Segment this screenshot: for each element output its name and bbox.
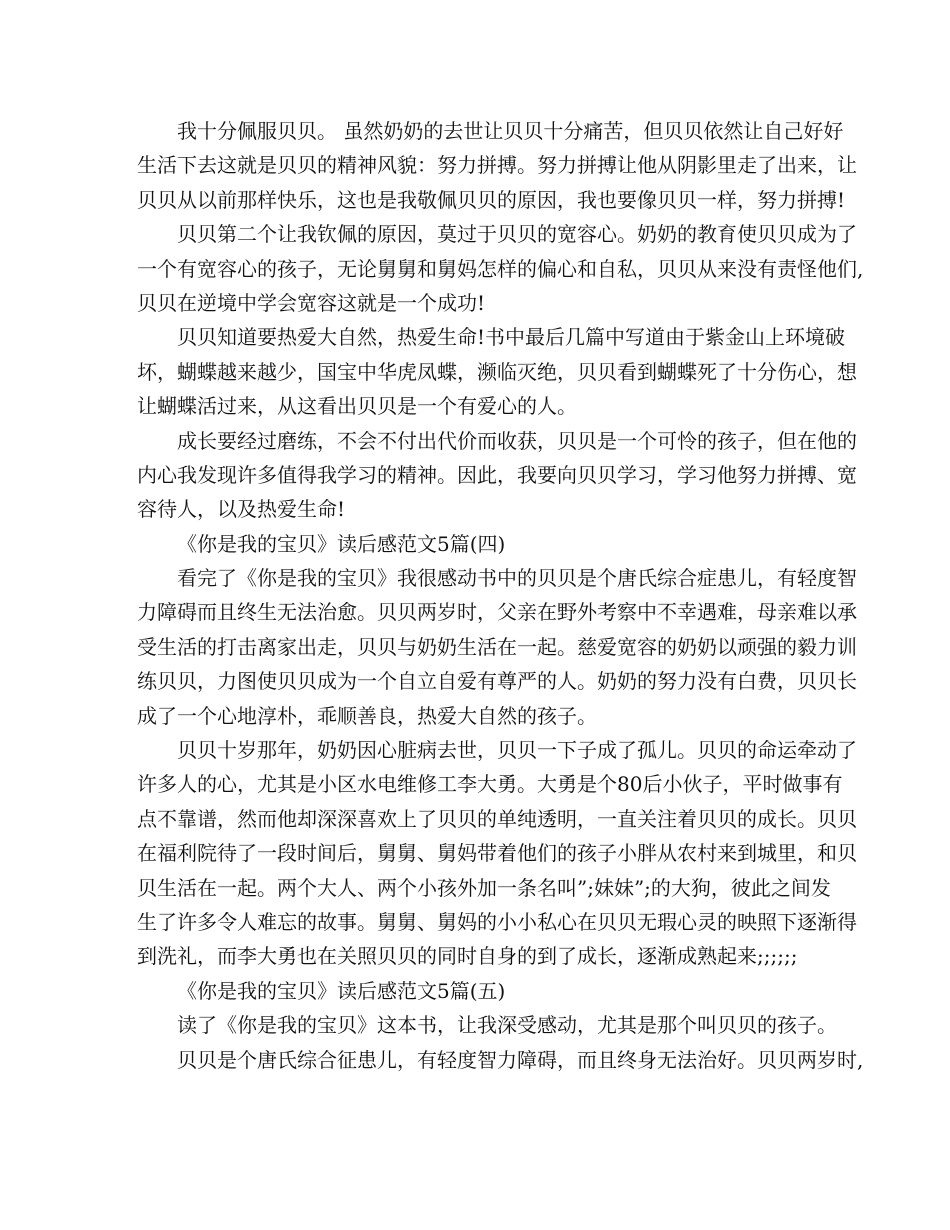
text-line: 看完了《你是我的宝贝》我很感动书中的贝贝是个唐氏综合症患儿，有轻度智: [177, 566, 857, 591]
text-line: 成了一个心地淳朴，乖顺善良，热爱大自然的孩子。: [137, 703, 597, 728]
document-body: [137, 114, 864, 1077]
text-line: 贝生活在一起。两个大人、两个小孩外加一条名叫”;妹妹”;的大狗，彼此之间发: [137, 875, 831, 900]
text-line: 生了许多令人难忘的故事。舅舅、舅妈的小小私心在贝贝无瑕心灵的映照下逐渐得: [137, 909, 857, 934]
text-line: 许多人的心，尤其是小区水电维修工李大勇。大勇是个80后小伙子，平时做事有: [137, 772, 843, 797]
text-line: 坏，蝴蝶越来越少，国宝中华虎凤蝶，濒临灭绝，贝贝看到蝴蝶死了十分伤心，想: [137, 359, 857, 384]
text-line: 贝贝从以前那样快乐，这也是我敬佩贝贝的原因，我也要像贝贝一样，努力拼搏!: [137, 187, 846, 212]
section-heading: [137, 974, 827, 1008]
text-line: 在福利院待了一段时间后，舅舅、舅妈带着他们的孩子小胖从农村来到城里，和贝: [137, 841, 857, 866]
text-line: 我十分佩服贝贝。 虽然奶奶的去世让贝贝十分痛苦，但贝贝依然让自己好好: [177, 119, 844, 143]
section-heading: [137, 527, 827, 561]
text-line: 生活下去这就是贝贝的精神风貌：努力拼搏。努力拼搏让他从阴影里走了出来，让: [137, 153, 857, 178]
text-line: 点不靠谱，然而他却深深喜欢上了贝贝的单纯透明，一直关注着贝贝的成长。贝贝: [137, 806, 857, 831]
text-line: 贝贝知道要热爱大自然，热爱生命!书中最后几篇中写道由于紫金山上环境破: [177, 325, 846, 350]
heading-line: 《你是我的宝贝》读后感范文5篇(五): [177, 978, 506, 1003]
paragraph: [137, 114, 857, 217]
text-line: 贝贝第二个让我钦佩的原因，莫过于贝贝的宽容心。奶奶的教育使贝贝成为了: [177, 222, 857, 247]
text-line: 贝贝在逆境中学会宽容这就是一个成功!: [137, 290, 486, 315]
text-line: 成长要经过磨练，不会不付出代价而收获，贝贝是一个可怜的孩子，但在他的: [177, 428, 857, 453]
text-line: 力障碍而且终生无法治愈。贝贝两岁时，父亲在野外考察中不幸遇难，母亲难以承: [137, 600, 857, 625]
text-line: 到洗礼，而李大勇也在关照贝贝的同时自身的到了成长，逐渐成熟起来;;;;;;: [137, 944, 798, 969]
text-line: 一个有宽容心的孩子，无论舅舅和舅妈怎样的偏心和自私，贝贝从来没有责怪他们,: [137, 256, 864, 281]
text-line: 容待人，以及热爱生命!: [137, 497, 346, 522]
paragraph: [137, 733, 857, 974]
text-line: 读了《你是我的宝贝》这本书，让我深受感动，尤其是那个叫贝贝的孩子。: [177, 1013, 837, 1038]
paragraph: [137, 424, 857, 527]
paragraph: [137, 1008, 837, 1042]
heading-line: 《你是我的宝贝》读后感范文5篇(四): [177, 531, 506, 556]
paragraph: [137, 320, 857, 423]
paragraph: [137, 561, 857, 733]
text-line: 让蝴蝶活过来，从这看出贝贝是一个有爱心的人。: [137, 394, 577, 419]
text-line: 贝贝是个唐氏综合征患儿，有轻度智力障碍，而且终身无法治好。贝贝两岁时,: [177, 1047, 864, 1072]
text-line: 受生活的打击离家出走，贝贝与奶奶生活在一起。慈爱宽容的奶奶以顽强的毅力训: [137, 634, 857, 659]
paragraph: [137, 1043, 864, 1077]
text-line: 贝贝十岁那年，奶奶因心脏病去世，贝贝一下子成了孤儿。贝贝的命运牵动了: [177, 738, 857, 763]
paragraph: [137, 217, 864, 320]
text-line: 练贝贝，力图使贝贝成为一个自立自爱有尊严的人。奶奶的努力没有白费，贝贝长: [137, 669, 857, 694]
text-line: 内心我发现许多值得我学习的精神。因此，我要向贝贝学习，学习他努力拼搏、宽: [137, 462, 857, 487]
